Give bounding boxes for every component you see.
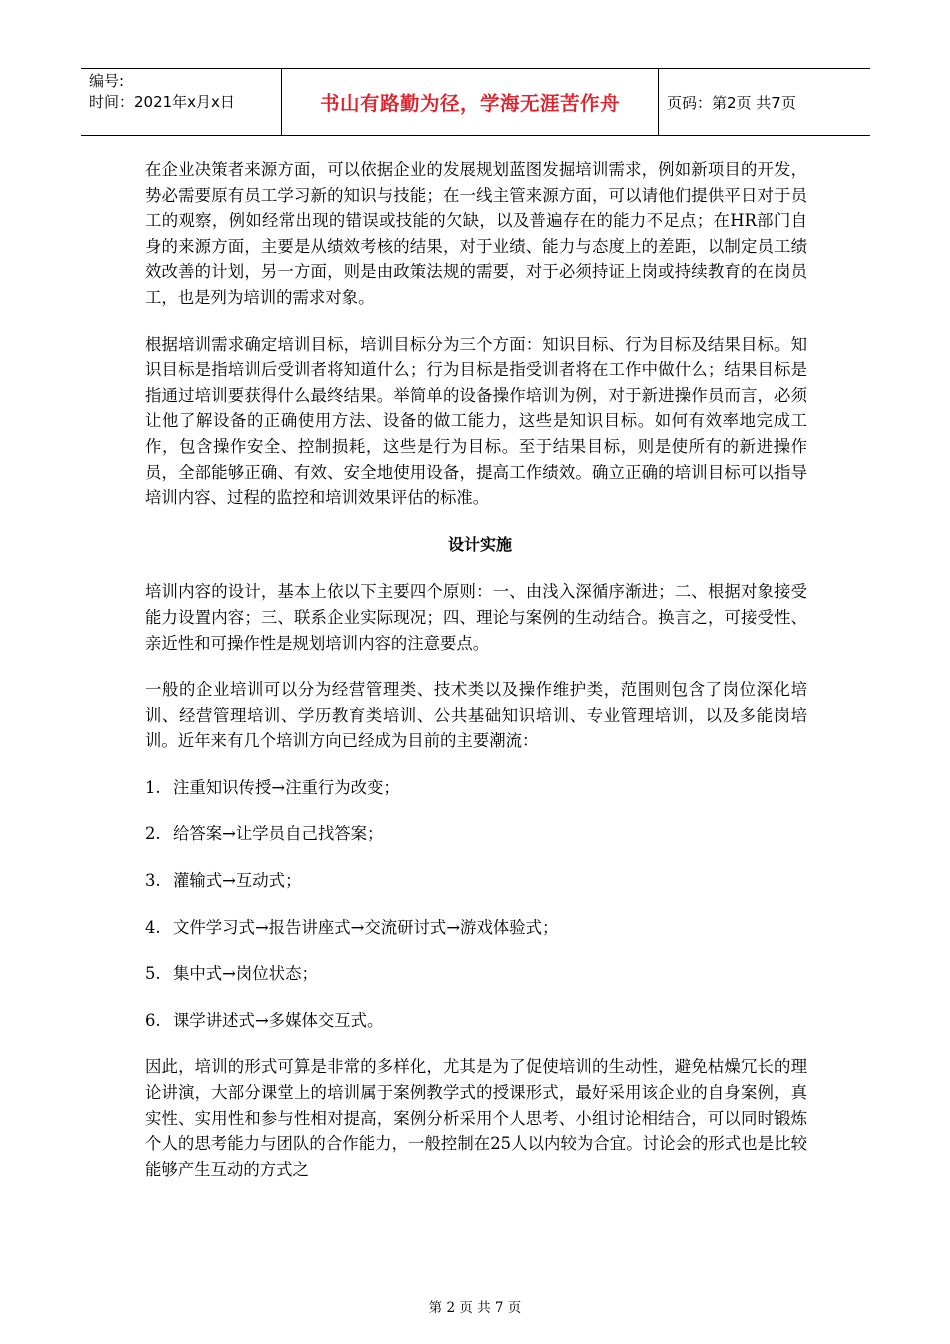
- list-item: [145, 961, 807, 987]
- list-text: 文件学习式→报告讲座式→交流研讨式→游戏体验式；: [173, 917, 559, 937]
- header-page-cell: [659, 69, 870, 135]
- list-text: 集中式→岗位状态；: [173, 964, 318, 984]
- list-item: [145, 868, 807, 894]
- list-item: [145, 821, 807, 847]
- paragraph: 在企业决策者来源方面，可以依据企业的发展规划蓝图发掘培训需求，例如新项目的开发，势必需要原有员工学习新的知识与技能；在一线主管来源方面，可以请他们提供平日对于员工的观察，例如经常出现的错误或技能的欠缺，以及普遍存在的能力不足点；在HR部门自身的来源方面，主要是从绩效考核的结果，对于业绩、能力与态度上的差距，以制定员工绩效改善的计划，另一方面，则是由政策法规的需要，对于必须持证上岗或持续教育的在岗员工，也是列为培训的需求对象。: [145, 160, 807, 307]
- list-number: 3.: [145, 871, 161, 891]
- header-meta-cell: [81, 69, 282, 135]
- page-header: [81, 68, 870, 136]
- list-text: 注重知识传授→注重行为改变；: [173, 777, 400, 797]
- list-number: 5.: [145, 964, 161, 984]
- list-number: 4.: [145, 917, 161, 937]
- page-footer: 第 2 页 共 7 页: [428, 1300, 522, 1316]
- list-number: 6.: [145, 1010, 161, 1030]
- list-text: 给答案→让学员自己找答案；: [173, 824, 384, 844]
- list-item: [145, 1008, 807, 1034]
- paragraph: 培训内容的设计，基本上依以下主要四个原则：一、由浅入深循序渐进；二、根据对象接受能力设置内容；三、联系企业实际现况；四、理论与案例的生动结合。换言之，可接受性、亲近性和可操作性是规划培训内容的注意要点。: [145, 582, 807, 653]
- list-item: [145, 915, 807, 941]
- document-date: 时间：2021年x月x日: [89, 93, 235, 111]
- section-heading: 设计实施: [447, 534, 512, 554]
- list-number: 1.: [145, 777, 161, 797]
- paragraph: 根据培训需求确定培训目标，培训目标分为三个方面：知识目标、行为目标及结果目标。知识目标是指培训后受训者将知道什么；行为目标是指受训者将在工作中做什么；结果目标是指通过培训要获得什么最终结果。举简单的设备操作培训为例，对于新进操作员而言，必须让他了解设备的正确使用方法、设备的做工能力，这些是知识目标。如何有效率地完成工作，包含操作安全、控制损耗，这些是行为目标。至于结果目标，则是使所有的新进操作员，全部能够正确、有效、安全地使用设备，提高工作绩效。确立正确的培训目标可以指导培训内容、过程的监控和培训效果评估的标准。: [145, 334, 807, 508]
- paragraph: 一般的企业培训可以分为经营管理类、技术类以及操作维护类，范围则包含了岗位深化培训、经营管理培训、学历教育类培训、公共基础知识培训、专业管理培训，以及多能岗培训。近年来有几个培训方向已经成为目前的主要潮流：: [145, 680, 807, 751]
- list-item: [145, 775, 807, 801]
- header-motto-cell: [282, 69, 659, 135]
- paragraph: 因此，培训的形式可算是非常的多样化，尤其是为了促使培训的生动性，避免枯燥冗长的理论讲演，大部分课堂上的培训属于案例教学式的授课形式，最好采用该企业的自身案例，真实性、实用性和参与性相对提高，案例分析采用个人思考、小组讨论相结合，可以同时锻炼个人的思考能力与团队的合作能力，一般控制在25人以内较为合宜。讨论会的形式也是比较能够产生互动的方式之: [145, 1057, 807, 1179]
- header-motto: 书山有路勤为径，学海无涯苦作舟: [319, 92, 620, 115]
- list-text: 课学讲述式→多媒体交互式。: [173, 1010, 384, 1030]
- header-page-info: 页码：第2页 共7页: [667, 93, 796, 112]
- document-number-label: 编号:: [89, 72, 125, 90]
- list-text: 灌输式→互动式；: [173, 871, 302, 891]
- list-number: 2.: [145, 824, 161, 844]
- document-body: [145, 157, 807, 1203]
